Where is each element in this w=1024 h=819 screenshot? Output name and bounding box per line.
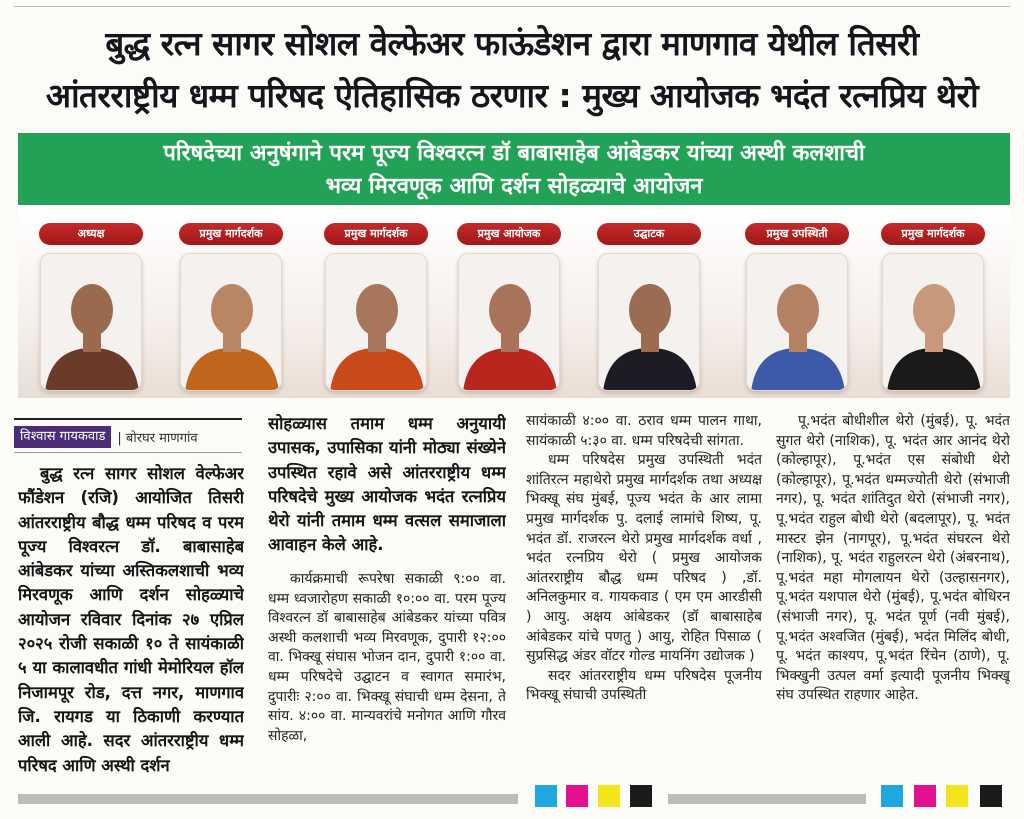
- portrait-card: [594, 223, 704, 391]
- article-paragraph: सायंकाळी ४:०० वा. ठराव धम्म पालन गाथा, सायंकाळी ५:३० वा. धम्म परिषदेची सांगता.: [526, 413, 762, 449]
- article-paragraph: कार्यक्रमाची रूपरेषा सकाळी ९:०० वा. धम्म ध्वजारोहण सकाळी १०:०० वा. परम पूज्य विश्वरत्न डॉ बाबासाहेब आंबेडकर यांच्या पवित्र अस्थी कलशाची भव्य मिरवणूक, दुपारी १२:०० वा. भिक्खू संघास भोजन दान, दुपारी १:०० वा. धम्म परिषदेचे उद्घाटन व स्वागत समारंभ, दुपारीः २:०० वा. भिक्खू संघाची धम्म देसना, ते सांय. ४:०० वा. मान्यवरांचे मनोगत आणि गौरव सोहळा,: [268, 571, 506, 744]
- cyan-swatch: [535, 785, 557, 807]
- article-paragraph: सोहळ्यास तमाम धम्म अनुयायी उपासक, उपासिका यांनी मोठ्या संख्येने उपस्थित रहावे असे आंतरराष्ट्रीय धम्म परिषदेचे मुख्य आयोजक भदंत रत्नप्रिय थेरो यांनी तमाम धम्म वत्सल समाजाला आवाहन केले आहे.: [268, 414, 506, 555]
- print-bar-right: [668, 794, 866, 804]
- byline-rule-bottom: [14, 452, 242, 453]
- portrait-strip: [18, 205, 1010, 398]
- dateline-place: | बोरघर माणगांव: [117, 431, 198, 446]
- person-photo: [458, 253, 560, 391]
- headline-line-2: आंतरराष्ट्रीय धम्म परिषद ऐतिहासिक ठरणार : मुख्य आयोजक भदंत रत्नप्रिय थेरो: [45, 76, 979, 115]
- person-photo: [180, 253, 282, 391]
- article-column-3: [526, 412, 762, 768]
- person-photo: [746, 253, 848, 391]
- headline: [14, 18, 1010, 122]
- cyan-swatch: [881, 785, 903, 807]
- author-badge: विश्वास गायकवाड: [14, 426, 111, 448]
- byline-rule: [14, 418, 242, 420]
- article-paragraph: धम्म परिषदेस प्रमुख उपस्थिती भदंत शांतिरत्न महाथेरो प्रमुख मार्गदर्शक तथा अध्यक्ष भिक्खू संघ मुंबई, पूज्य भदंत के आर लामा प्रमुख मार्गदर्शक पु. दलाई लामांचे शिष्य, पू. भदंत डॉ. राजरत्न थेरो प्रमुख मार्गदर्शक वर्धा , भदंत रत्नप्रिय थेरो ( प्रमुख आयोजक आंतरराष्ट्रीय बौद्ध धम्म परिषद ) ,डॉ. अनिलकुमार व. गायकवाड ( एम एम आरडीसी ) आयु. अक्षय आंबेडकर (डॉ बाबासाहेब आंबेडकर यांचे पणतु ) आयु, रोहित पिसाळ ( सुप्रसिद्ध अंडर वॉटर गोल्ड मायनिंग उद्योजक ): [526, 452, 762, 665]
- article-column-2-top: [268, 412, 506, 572]
- role-tag: उद्घाटक: [597, 223, 701, 245]
- role-tag: प्रमुख आयोजक: [457, 223, 561, 245]
- yellow-swatch: [598, 785, 620, 807]
- person-photo: [325, 253, 427, 391]
- article-column-2-bottom: [268, 570, 506, 780]
- role-tag: अध्यक्ष: [39, 223, 143, 245]
- banner-line-1: परिषदेच्या अनुषंगाने परम पूज्य विश्वरत्न डॉ बाबासाहेब आंबेडकर यांच्या अस्थी कलशाची: [163, 141, 865, 166]
- article-paragraph: पू.भदंत बोधीशील थेरो (मुंबई), पू. भदंत सुगत थेरो (नाशिक), पू. भदंत आर आनंद थेरो (कोल्हापूर), पू.भदंत एस संबोधी थेरो (कोल्हापूर), पू.भदंत धम्मज्योती थेरो (संभाजी नगर), पू. भदंत शांतिदुत थेरो (संभाजी नगर), पू.भदंत राहुल बोधी थेरो (बदलापूर), पू. भदंत मास्टर झेन (नागपूर), पू.भदंत संघरत्न थेरो (नाशिक), पू. भदंत राहुलरत्न थेरो (अंबरनाथ), पू.भदंत महा मोगलायन थेरो (उल्हासनगर), पू.भदंत यशपाल थेरो (मुंबई), पू.भदंत बोधिरन (संभाजी नगर), पू. भदंत पूर्ण (नवी मुंबई), पू.भदंत अश्वजित (मुंबई), भदंत मिलिंद बोधी, पू. भदंत काश्यप, पू.भदंत रिंचेन (ठाणे), पू. भिक्खुनी उत्पल वर्मा इत्यादी पूजनीय भिक्खू संघ उपस्थित राहणार आहेत.: [776, 413, 1010, 704]
- portrait-card: [176, 223, 286, 391]
- byline: [14, 424, 198, 450]
- top-rule: [14, 6, 1010, 7]
- role-tag: प्रमुख मार्गदर्शक: [881, 223, 985, 245]
- magenta-swatch: [914, 785, 936, 807]
- person-photo: [882, 253, 984, 391]
- role-tag: प्रमुख मार्गदर्शक: [324, 223, 428, 245]
- black-swatch: [630, 785, 652, 807]
- portrait-card: [454, 223, 564, 391]
- yellow-swatch: [946, 785, 968, 807]
- person-photo: [598, 253, 700, 391]
- article-column-4: [776, 412, 1010, 768]
- article-paragraph: सदर आंतरराष्ट्रीय धम्म परिषदेस पूजनीय भिक्खू संघाची उपस्थिती: [526, 667, 762, 704]
- portrait-card: [36, 223, 146, 391]
- headline-line-1: बुद्ध रत्न सागर सोशल वेल्फेअर फाऊंडेशन द्वारा माणगाव येथील तिसरी: [105, 24, 919, 63]
- role-tag: प्रमुख मार्गदर्शक: [179, 223, 283, 245]
- article-column-1: [18, 462, 244, 778]
- print-bar-left: [18, 794, 518, 804]
- portrait-card: [742, 223, 852, 391]
- magenta-swatch: [566, 785, 588, 807]
- person-photo: [40, 253, 142, 391]
- portrait-card: [878, 223, 988, 391]
- banner-line-2: भव्य मिरवणूक आणि दर्शन सोहळ्याचे आयोजन: [325, 174, 703, 199]
- article-paragraph: बुद्ध रत्न सागर सोशल वेल्फेअर फौंडेशन (रजि) आयोजित तिसरी आंतरराष्ट्रीय बौद्ध धम्म परिषद व परम पूज्य विश्वरत्न डॉ. बाबासाहेब आंबेडकर यांच्या अस्तिकलशाची भव्य मिरवणूक आणि दर्शन सोहळ्याचे आयोजन रविवार दिनांक २७ एप्रिल २०२५ रोजी सकाळी १० ते सायंकाळी ५ या कालावधीत गांधी मेमोरियल हॉल निजामपूर रोड, दत्त नगर, माणगाव जि. रायगड या ठिकाणी करण्यात आली आहे. सदर आंतरराष्ट्रीय धम्म परिषद आणि अस्थी दर्शन: [18, 464, 244, 775]
- portrait-card: [321, 223, 431, 391]
- role-tag: प्रमुख उपस्थिती: [745, 223, 849, 245]
- subheadline-banner: [18, 133, 1010, 205]
- black-swatch: [980, 785, 1002, 807]
